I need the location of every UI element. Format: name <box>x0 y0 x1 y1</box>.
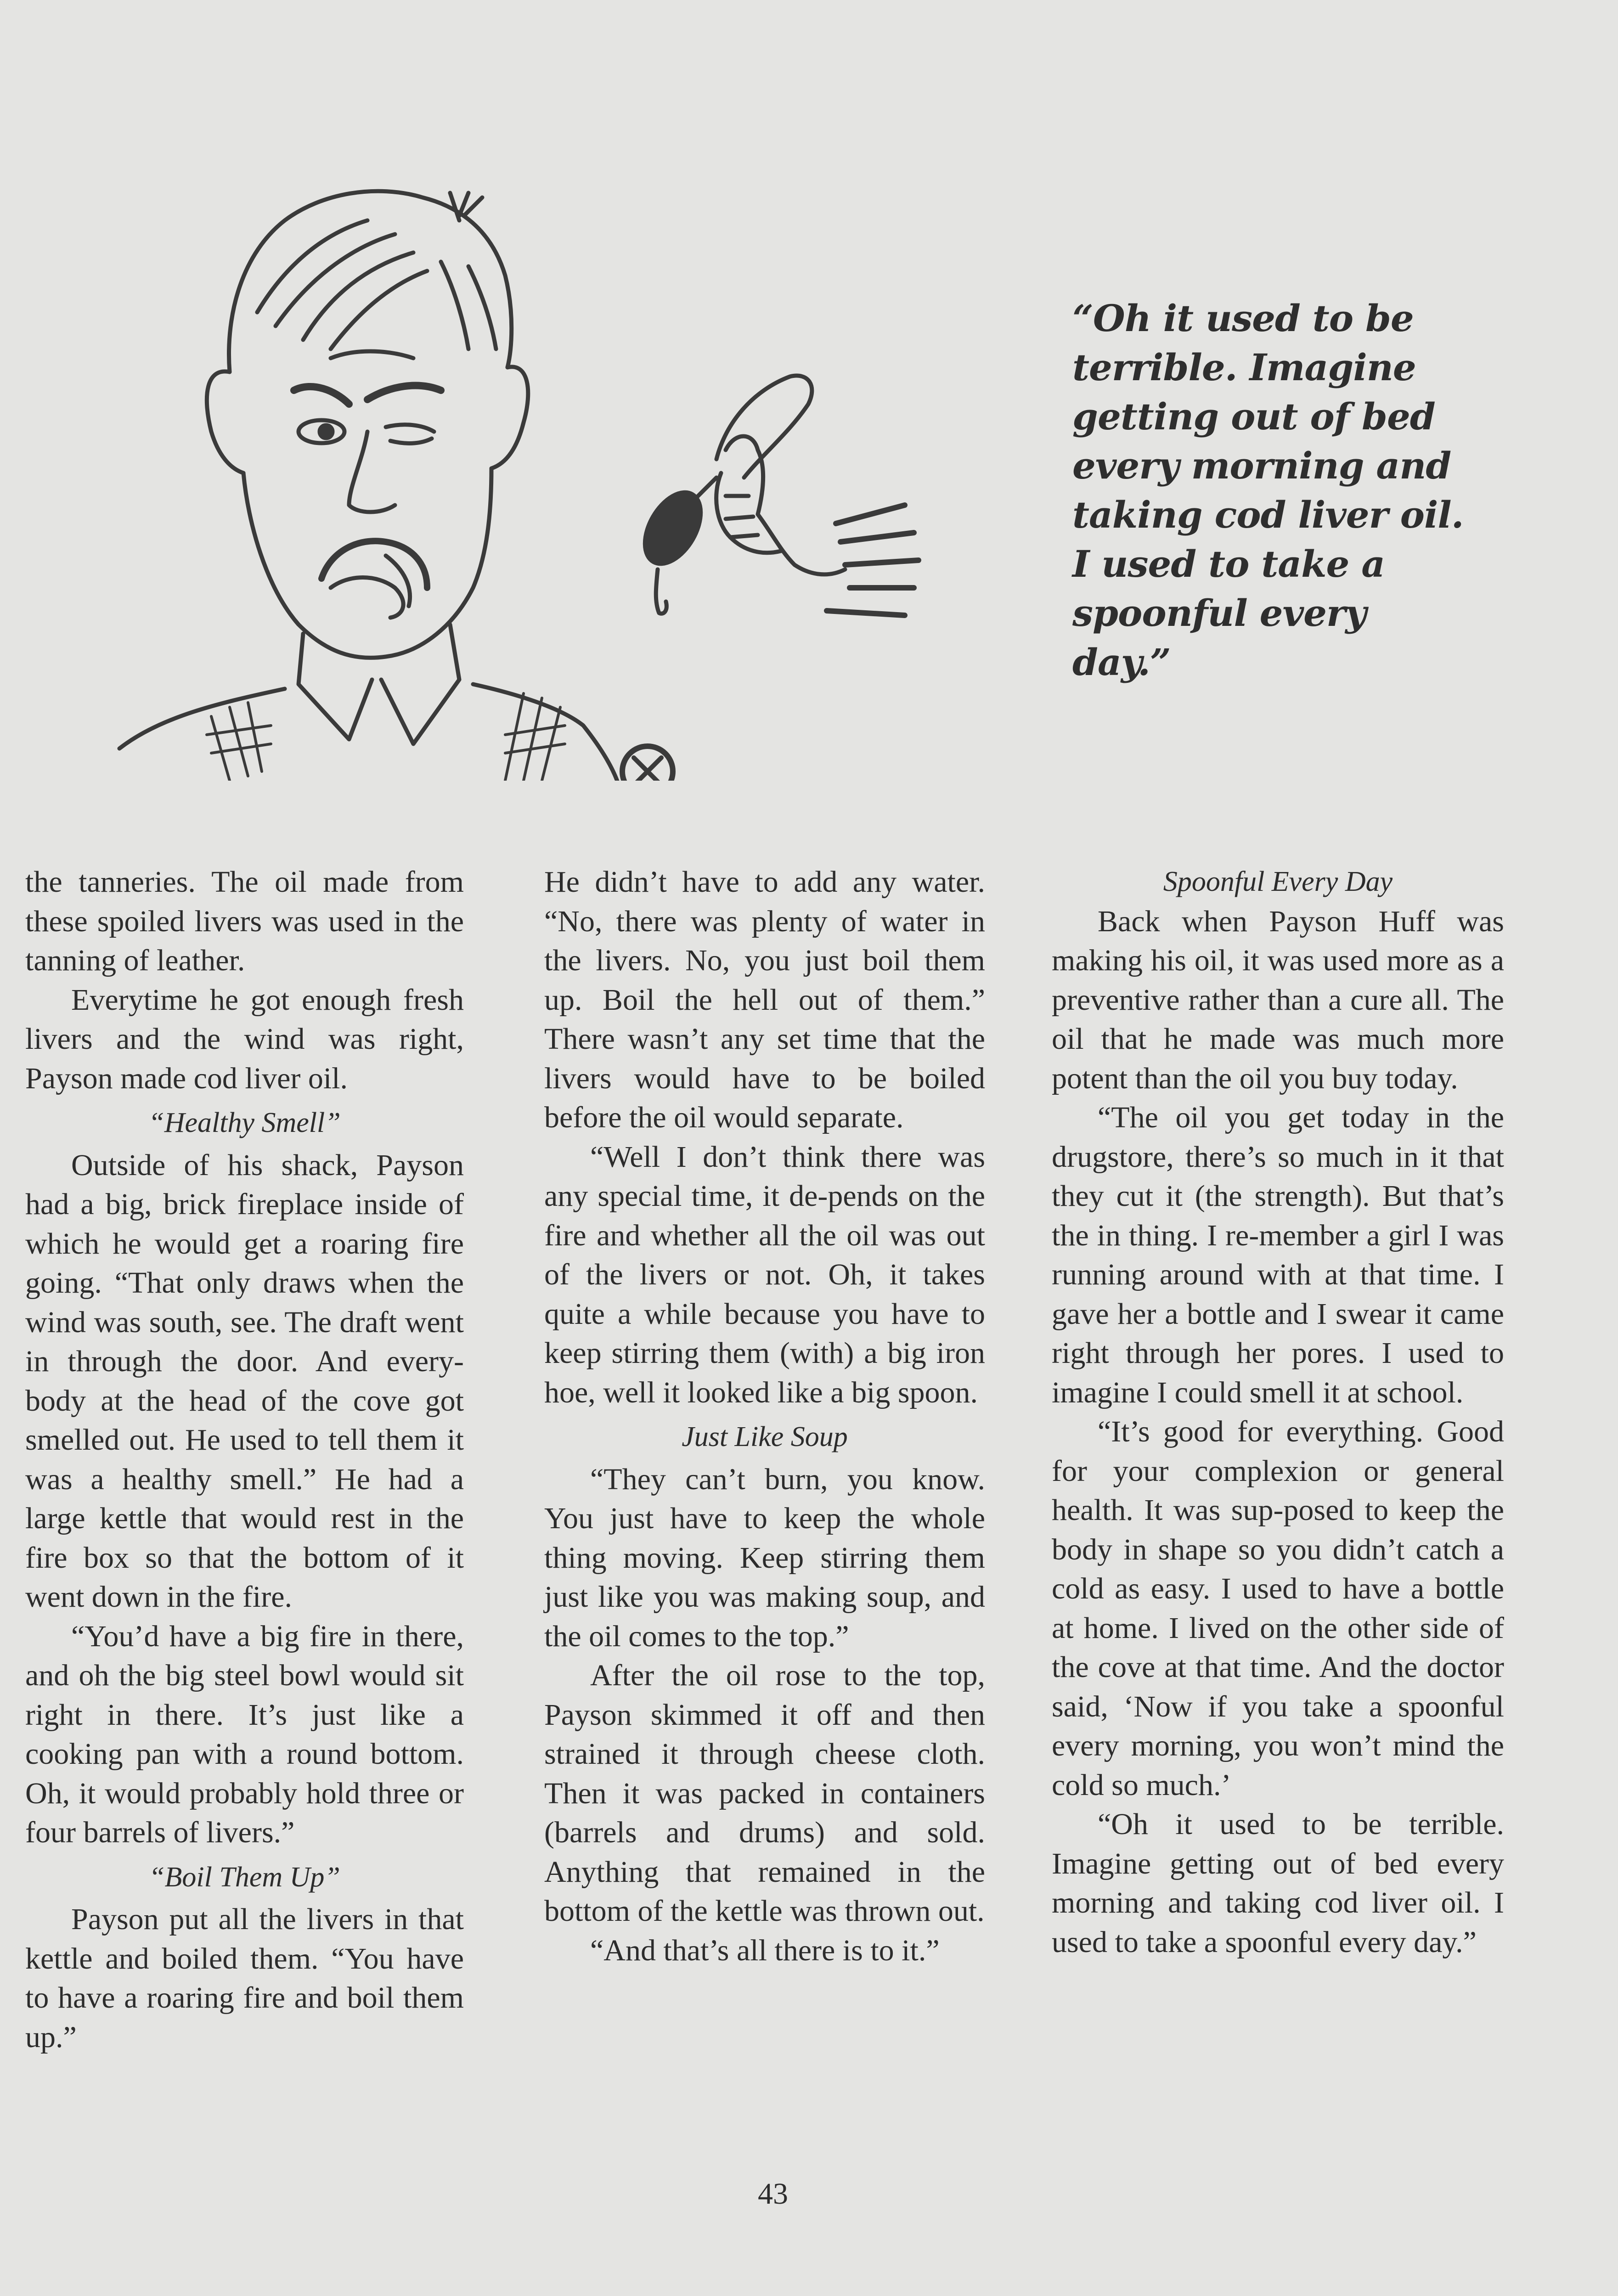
pull-quote-line: day.” <box>1072 641 1171 684</box>
paragraph: He didn’t have to add any water. “No, there was plenty of water in the livers. No, you just boil them up. Boil the hell out of them.” There wasn’t any set time that the livers would have to be boiled before the oil would separate. <box>544 865 985 1134</box>
pull-quote <box>1072 294 1464 687</box>
paragraph: “It’s good for everything. Good for your complexion or general health. It was sup-posed to keep the body in shape so you didn’t catch a cold as easy. I used to have a bottle at home. I lived on the other side of the cove at that time. And the doctor said, ‘Now if you take a spoonful every morning, you won’t mind the cold so much.’ <box>1052 1415 1504 1802</box>
paragraph: “Well I don’t think there was any special time, it de-pends on the fire and whether all the oil was out of the livers or not. Oh, it takes quite a while because you have to keep stirring them (with) a big iron hoe, well it looked like a big spoon. <box>544 1140 985 1409</box>
page-number: 43 <box>758 2177 788 2211</box>
pull-quote-line: taking cod liver oil. <box>1072 493 1464 536</box>
paragraph: “The oil you get today in the drugstore, there’s so much in it that they cut it (the strength). But that’s the in thing. I re-member a girl I was running around with at that time. I gave her a bottle and I swear it came right through her pores. I used to imagine I could smell it at school. <box>1052 1101 1504 1409</box>
paragraph: the tanneries. The oil made from these spoiled livers was used in the tanning of leather. <box>25 865 464 977</box>
pull-quote-line: spoonful every <box>1072 591 1366 635</box>
cartoon-illustration <box>92 174 964 781</box>
pull-quote-line: every morning and <box>1072 444 1451 487</box>
pull-quote-line: “Oh it used to be <box>1072 297 1414 340</box>
man-grimacing-icon <box>119 191 673 781</box>
article-column-1 <box>25 862 464 2057</box>
section-heading: “Healthy Smell” <box>148 1107 341 1138</box>
section-heading: Just Like Soup <box>682 1421 848 1452</box>
paragraph: Back when Payson Huff was making his oil, it was used more as a preventive rather than a cure all. The oil that he made was much more potent than the oil you buy today. <box>1052 904 1504 1095</box>
hand-holding-spoon-icon <box>633 376 919 615</box>
paragraph: After the oil rose to the top, Payson skimmed it off and then strained it through cheese cloth. Then it was packed in containers (barrels and drums) and sold. Anything that remained in the bottom of the kettle was thrown out. <box>544 1659 985 1928</box>
paragraph: Outside of his shack, Payson had a big, brick fireplace inside of which he would get a roaring fire going. “That only draws when the wind was south, see. The draft went in through the door. And every-body at the head of the cove got smelled out. He used to tell them it was a healthy smell.” He had a large kettle that would rest in the fire box so that the bottom of it went down in the fire. <box>25 1148 464 1614</box>
pull-quote-line: getting out of bed <box>1072 395 1435 438</box>
article-column-2 <box>544 862 985 1970</box>
paragraph: “You’d have a big fire in there, and oh the big steel bowl would sit right in there. It’s just like a cooking pan with a round bottom. Oh, it would probably hold three or four barrels of livers.” <box>25 1619 464 1849</box>
paragraph: Everytime he got enough fresh livers and the wind was right, Payson made cod liver oil. <box>25 983 464 1095</box>
pull-quote-line: I used to take a <box>1072 542 1385 585</box>
cartoon-svg <box>92 174 964 781</box>
pull-quote-line: terrible. Imagine <box>1072 346 1416 389</box>
paragraph: Payson put all the livers in that kettle and boiled them. “You have to have a roaring fire and boil them up.” <box>25 1902 464 2054</box>
article-column-3 <box>1052 862 1504 1962</box>
section-heading: Spoonful Every Day <box>1163 866 1393 897</box>
section-heading: “Boil Them Up” <box>149 1861 340 1893</box>
paragraph: “They can’t burn, you know. You just have to keep the whole thing moving. Keep stirring them just like you was making soup, and the oil comes to the top.” <box>544 1462 985 1653</box>
paragraph: “Oh it used to be terrible. Imagine getting out of bed every morning and taking cod liver oil. I used to take a spoonful every day.” <box>1052 1807 1504 1959</box>
paragraph: “And that’s all there is to it.” <box>590 1933 940 1967</box>
